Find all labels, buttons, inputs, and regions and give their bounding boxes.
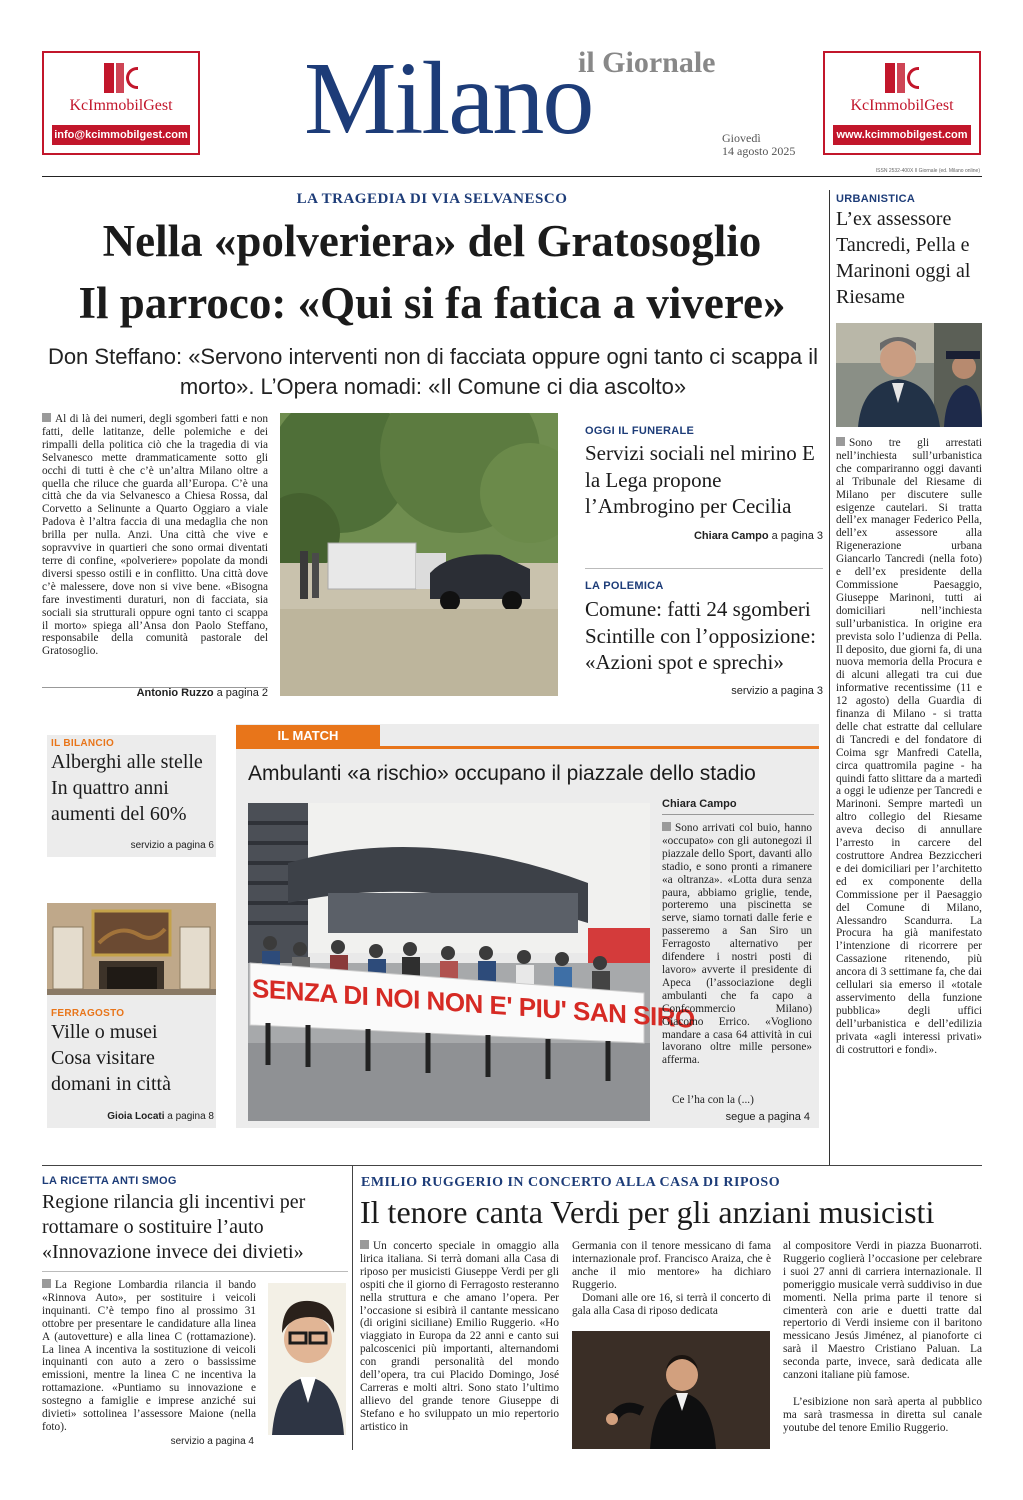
match-banner-text: SENZA DI NOI NON E' PIU' SAN SIRO bbox=[252, 973, 695, 1034]
smog-body bbox=[42, 1279, 256, 1434]
tenore-col3: al compositore Verdi in piazza Buonarroti. Ruggerio coglierà l’occasione per celebrare i suoi 27 anni di carriera internazionale. Il pomeriggio musicale verrà suddiviso in due momenti. Nella prima parte il tenore si cimenterà con arie e duetti tratte dal repertorio di Verdi insieme con il baritono messicano Jesús Jiménez, al pianoforte ci sarà il Maestro Cristiano Paluan. La seconda parte, invece, sarà dedicata alle canzoni italiane più famose. bbox=[783, 1240, 982, 1382]
polemica-headline[interactable]: Comune: fatti 24 sgomberi Scintille con l’opposizione: «Azioni spot e sprechi» bbox=[585, 597, 816, 674]
lead-page: a pagina 2 bbox=[216, 687, 268, 699]
tenore-photo bbox=[572, 1331, 770, 1449]
match-photo bbox=[248, 803, 695, 1121]
ad-contact: www.kcimmobilgest.com bbox=[833, 125, 971, 145]
lead-author: Antonio Ruzzo bbox=[136, 687, 214, 699]
bilancio-ref: servizio a pagina 6 bbox=[130, 840, 214, 851]
tenore-headline[interactable]: Il tenore canta Verdi per gli anziani musicisti bbox=[360, 1194, 935, 1230]
ferragosto-photo bbox=[47, 903, 216, 995]
urbanistica-body-text: Sono tre gli arrestati nell’inchiesta sull’urbanistica che compariranno oggi davanti al Tribunale del Riesame di Milano per discutere sulle esigenze cautelari. Si tratta dell’ex manager Federico Pella, dell’ex assessore alla Rigenerazione urbana Giancarlo Tancredi (nella foto) e dell’ex presidente della Commissione Paesaggio, Giuseppe Marinoni, tutti ai domiciliari nell’inchiesta sull’urbanistica. In origine era prevista solo l’udienza di Pella. Il deposito, due giorni fa, di una nuova memoria della Procura e di alcuni allegati tra cui due informative recentissime (11 e 12 agosto) della Guardia di finanza di Milano - si tratta delle chat estratte dal cellulare di Tancredi e del fondatore di Coima sgr Manfredi Catella, circa quattromila pagine - ha quindi fatto slittare da a martedì a oggi le udienze per Tancredi e Marinoni. Sempre martedì un altro collegio del Riesame aveva deciso di annullare l’arresto in carcere del costruttore Andrea Bezziccheri e dei domiciliari per l’architetto ed ex componente della Commissione per il Paesaggio del Comune di Milano, Alessandro Scandurra. La Procura ha già manifestato l’intenzione di ricorrere per Cassazione ritenendo, più ancora di 3 settimane fa, che dai cellulari sia emerso il «totale asservimento della funzione pubblica» degli uffici dell’urbanistica e dell’edilizia privata «agli interessi privati» di costruttori e fondi». bbox=[836, 437, 982, 1056]
urbanistica-photo bbox=[836, 323, 982, 427]
smog-body-text: La Regione Lombardia rilancia il bando «Rinnova Auto», per sostituire i veicoli inquinanti. C’è tempo fino al prossimo 31 ottobre per presentare le candidature alla linea A (autovetture) e alla linea C (rottamazione). La linea A incentiva la sostituzione di veicoli inquinanti con auto a zero o bassissime emissioni, mentre la linea C ne incentiva la rottamazione. «Puntiamo su innovazione e sostegno a famiglie e imprese anziché sui divieti» sottolinea l’assessore Maione (nella foto). bbox=[42, 1279, 256, 1433]
urbanistica-headline[interactable]: L’ex assessore Tancredi, Pella e Marinoni oggi al Riesame bbox=[836, 208, 971, 308]
kc-logo-icon bbox=[825, 63, 979, 98]
ad-left[interactable] bbox=[42, 51, 200, 155]
ad-right[interactable] bbox=[823, 51, 981, 155]
lead-body bbox=[42, 413, 268, 658]
ad-brand: KcImmobilGest bbox=[850, 97, 954, 114]
match-body-text: Sono arrivati col buio, hanno «occupato» con gli autonegozi il piazzale dello Sport, davanti allo stadio, e sono pronti a rimanere «a oltranza». «Lotta dura senza paura, abbiamo griglie, tende, porteremo una piscinetta se serve, siamo tornati dalle ferie e passeremo a San Siro un Ferragosto alternativo per difendere i nostri posti di lavoro» avverte il presidente di Apeca (l’associazione degli ambulanti che fa capo a Confcommercio Milano) Giacomo Errico. «Vogliono mandare a casa 64 attività in cui lavorano oltre mille persone» afferma. bbox=[662, 822, 812, 1067]
ad-contact: info@kcimmobilgest.com bbox=[52, 125, 190, 145]
bullet-square-icon bbox=[42, 413, 51, 422]
lead-headline-2[interactable]: Il parroco: «Qui si fa fatica a vivere» bbox=[78, 278, 786, 328]
masthead-date: 14 agosto 2025 bbox=[722, 144, 796, 158]
tenore-col1 bbox=[360, 1240, 559, 1434]
tenore-kicker: EMILIO RUGGERIO IN CONCERTO ALLA CASA DI RIPOSO bbox=[361, 1175, 781, 1190]
urbanistica-body bbox=[836, 437, 982, 1057]
funerale-author: Chiara Campo bbox=[693, 530, 769, 542]
tenore-col2a: Germania con il tenore messicano di fama internazionale prof. Francisco Araiza, che è anche il mio mentore» ha dichiaro Ruggerio. bbox=[572, 1240, 771, 1291]
bilancio-kicker: IL BILANCIO bbox=[51, 738, 115, 749]
match-body bbox=[662, 822, 812, 1067]
ferragosto-box[interactable] bbox=[47, 995, 216, 1128]
match-headline[interactable]: Ambulanti «a rischio» occupano il piazzale dello stadio bbox=[248, 762, 756, 785]
match-author-rule bbox=[662, 814, 814, 815]
masthead-title: Milano bbox=[304, 41, 593, 156]
bullet-square-icon bbox=[42, 1279, 51, 1288]
funerale-headline[interactable]: Servizi sociali nel mirino E la Lega propone l’Ambrogino per Cecilia bbox=[585, 441, 815, 518]
masthead-rule bbox=[42, 176, 982, 177]
match-author: Chiara Campo bbox=[662, 798, 737, 810]
masthead-day: Giovedì bbox=[722, 131, 761, 145]
lead-ref[interactable] bbox=[42, 687, 268, 699]
ferragosto-page: a pagina 8 bbox=[167, 1111, 214, 1122]
smog-rule bbox=[42, 1271, 348, 1272]
right-column-divider bbox=[829, 190, 830, 1165]
funerale-kicker: OGGI IL FUNERALE bbox=[585, 425, 695, 437]
lead-headline-1[interactable]: Nella «polveriera» del Gratosoglio bbox=[102, 216, 762, 266]
bilancio-headline: Alberghi alle stelle In quattro anni aumenti del 60% bbox=[51, 751, 203, 825]
ferragosto-kicker: FERRAGOSTO bbox=[51, 1008, 125, 1019]
smog-ref[interactable]: servizio a pagina 4 bbox=[170, 1436, 254, 1447]
urbanistica-kicker: URBANISTICA bbox=[836, 193, 916, 205]
ferragosto-author: Gioia Locati bbox=[107, 1111, 165, 1122]
kc-logo-icon bbox=[44, 63, 198, 98]
issn: ISSN 2532-400X Il Giornale (ed. Milano online) bbox=[875, 168, 980, 174]
match-tail: Ce l’ha con la (...) bbox=[672, 1094, 754, 1106]
polemica-ref[interactable]: servizio a pagina 3 bbox=[731, 685, 823, 697]
ferragosto-ref bbox=[107, 1111, 214, 1122]
lead-body-text: Al di là dei numeri, degli sgomberi fatti e non fatti, delle latitanze, delle polemiche e dei rimpalli della politica ciò che la tragedia di via Selvanesco mette drammaticamente sotto gli occhi di tutti è che c’è un’altra Milano oltre a quella che riluce che guarda all’Europa. C’è una città che da via Selvanesco a Chiesa Rossa, dal Corvetto a Selinunte a Quarto Oggiaro a viale Padova è l’altra faccia di una medaglia che non brilla per nulla. Anzi. Una città che vive e sopravvive in quartieri che sono ormai diventati terre di confine, «polveriere» popolate da mondi diversi spesso ostili e in conflitto. Una città dove c’è malessere, dove non si vive bene. «Bisogna fare investimenti duraturi, non di facciata, sia sociali sia strutturali oppure ogni tanto ci scappa il morto» spiega all’Ansa don Paolo Steffano, responsabile della comunità pastorale del Gratosoglio. bbox=[42, 413, 268, 658]
lead-photo bbox=[280, 413, 558, 696]
bullet-square-icon bbox=[360, 1240, 369, 1249]
bullet-square-icon bbox=[836, 437, 845, 446]
smog-photo bbox=[268, 1283, 346, 1435]
bottom-divider bbox=[352, 1165, 353, 1450]
polemica-kicker: LA POLEMICA bbox=[585, 580, 664, 592]
bullet-square-icon bbox=[662, 822, 671, 831]
bilancio-box[interactable] bbox=[47, 735, 216, 857]
tenore-col1-text: Un concerto speciale in omaggio alla lirica italiana. Si terrà domani alla Casa di riposo per musicisti Giuseppe Verdi per gli ospiti che il giorno di Ferragosto resteranno nella struttura e che amano l’opera. Per l’occasione si esibirà il cantante messicano (di origini siciliane) Emilio Ruggerio. «Ho viaggiato in Europa da 22 anni e canto sui palcoscenici più importanti, alternandomi con grandi personalità del mondo dell’opera, tra cui Placido Domingo, José Carreras e molti altri. Sono stato l’ultimo allievo del grande tenore Giuseppe di Stefano e ho sviluppato un mio repertorio artistico in bbox=[360, 1240, 559, 1433]
smog-headline[interactable]: Regione rilancia gli incentivi per rottamare o sostituire l’auto «Innovazione invece dei divieti» bbox=[42, 1191, 306, 1263]
funerale-rule bbox=[585, 568, 823, 569]
lead-subhead: Don Steffano: «Servono interventi non di facciata oppure ogni tanto ci scappa il morto». L’Opera nomadi: «Il Comune ci dia ascolto» bbox=[47, 344, 819, 399]
ferragosto-headline: Ville o musei Cosa visitare domani in città bbox=[51, 1021, 171, 1095]
match-tab[interactable]: IL MATCH bbox=[236, 725, 380, 747]
smog-kicker: LA RICETTA ANTI SMOG bbox=[42, 1175, 177, 1187]
tenore-col2b: Domani alle ore 16, si terrà il concerto di gala alla Casa di riposo dedicata bbox=[572, 1292, 771, 1317]
masthead-brand: il Giornale bbox=[578, 46, 716, 79]
funerale-ref[interactable] bbox=[585, 530, 823, 542]
bottom-section-rule bbox=[42, 1165, 982, 1166]
funerale-page: a pagina 3 bbox=[771, 530, 823, 542]
tenore-col3b: L’esibizione non sarà aperta al pubblico ma sarà trasmessa in diretta sul canale youtube del tenore Emilio Ruggerio. bbox=[783, 1396, 982, 1434]
lead-kicker: LA TRAGEDIA DI VIA SELVANESCO bbox=[296, 191, 568, 207]
match-ref[interactable]: segue a pagina 4 bbox=[725, 1111, 810, 1123]
ad-brand: KcImmobilGest bbox=[69, 97, 173, 114]
